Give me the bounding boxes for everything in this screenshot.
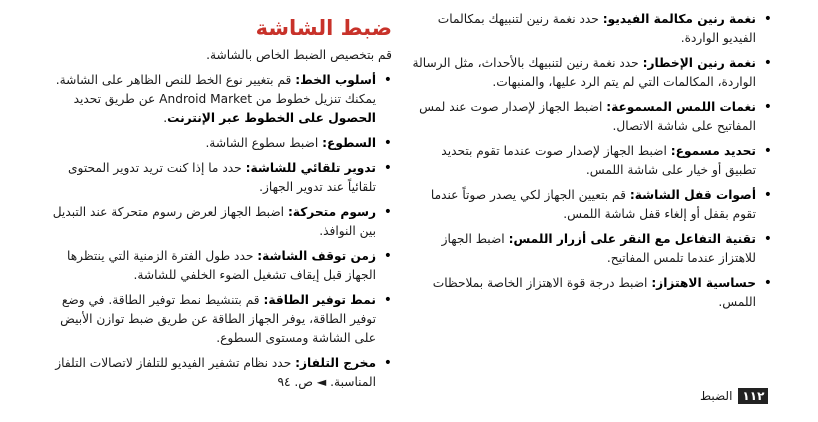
list-item: • تقنية التفاعل مع النقر على أزرار اللمس: اضبط الجهاز للاهتزاز عندما تلمس المفاتيح.: [410, 230, 772, 268]
section-heading: ضبط الشاشة: [255, 16, 392, 40]
list-item: • نمط توفير الطاقة: قم بتنشيط نمط توفير الطاقة. في وضع توفير الطاقة، يوفر الجهاز الطاقة عن طريق ضبط توازن الأبيض على الشاشة ومستوى السطوع.: [52, 291, 392, 348]
list-item: • نغمة رنين مكالمة الفيديو: حدد نغمة رنين لتنبيهك بمكالمات الفيديو الواردة.: [410, 10, 772, 48]
list-item: • حساسية الاهتزاز: اضبط درجة قوة الاهتزاز الخاصة بملاحظات اللمس.: [410, 274, 772, 312]
sound-settings-list: [410, 10, 772, 312]
list-item: • تدوير تلقائي للشاشة: حدد ما إذا كنت تريد تدوير المحتوى تلقائياً عند تدوير الجهاز.: [52, 159, 392, 197]
list-item: • تحديد مسموع: اضبط الجهاز لإصدار صوت عندما تقوم بتحديد تطبيق أو خيار على شاشة اللمس.: [410, 142, 772, 180]
display-settings-list: [52, 71, 392, 392]
list-item: • أسلوب الخط: قم بتغيير نوع الخط للنص الظاهر على الشاشة. يمكنك تنزيل خطوط من Android Market عن طريق تحديد الحصول على الخطوط عبر الإنترنت.: [52, 71, 392, 128]
list-item: • رسوم متحركة: اضبط الجهاز لعرض رسوم متحركة عند التبديل بين النوافذ.: [52, 203, 392, 241]
page-number: ١١٢: [738, 388, 768, 404]
list-item: • السطوع: اضبط سطوع الشاشة.: [52, 134, 392, 153]
footer-section-label: الضبط: [700, 389, 733, 403]
right-column: [410, 10, 772, 318]
section-intro: قم بتخصيص الضبط الخاص بالشاشة.: [206, 48, 392, 62]
list-item: • نغمة رنين الإخطار: حدد نغمة رنين لتنبيهك بالأحداث، مثل الرسالة الواردة، المكالمات التي لم يتم الرد عليها، والمنبهات.: [410, 54, 772, 92]
list-item: • زمن توقف الشاشة: حدد طول الفترة الزمنية التي ينتظرها الجهاز قبل إيقاف تشغيل الضوء الخلفي للشاشة.: [52, 247, 392, 285]
list-item: • أصوات قفل الشاشة: قم بتعيين الجهاز لكي يصدر صوتاً عندما تقوم بقفل أو إلغاء قفل شاشة اللمس.: [410, 186, 772, 224]
list-item: • نغمات اللمس المسموعة: اضبط الجهاز لإصدار صوت عند لمس المفاتيح على شاشة الاتصال.: [410, 98, 772, 136]
list-item: • مخرج التلفاز: حدد نظام تشفير الفيديو للتلفاز لاتصالات التلفاز المناسبة. ◄ ص. ٩٤: [52, 354, 392, 392]
left-column: [52, 14, 392, 398]
page-footer: [700, 388, 768, 404]
